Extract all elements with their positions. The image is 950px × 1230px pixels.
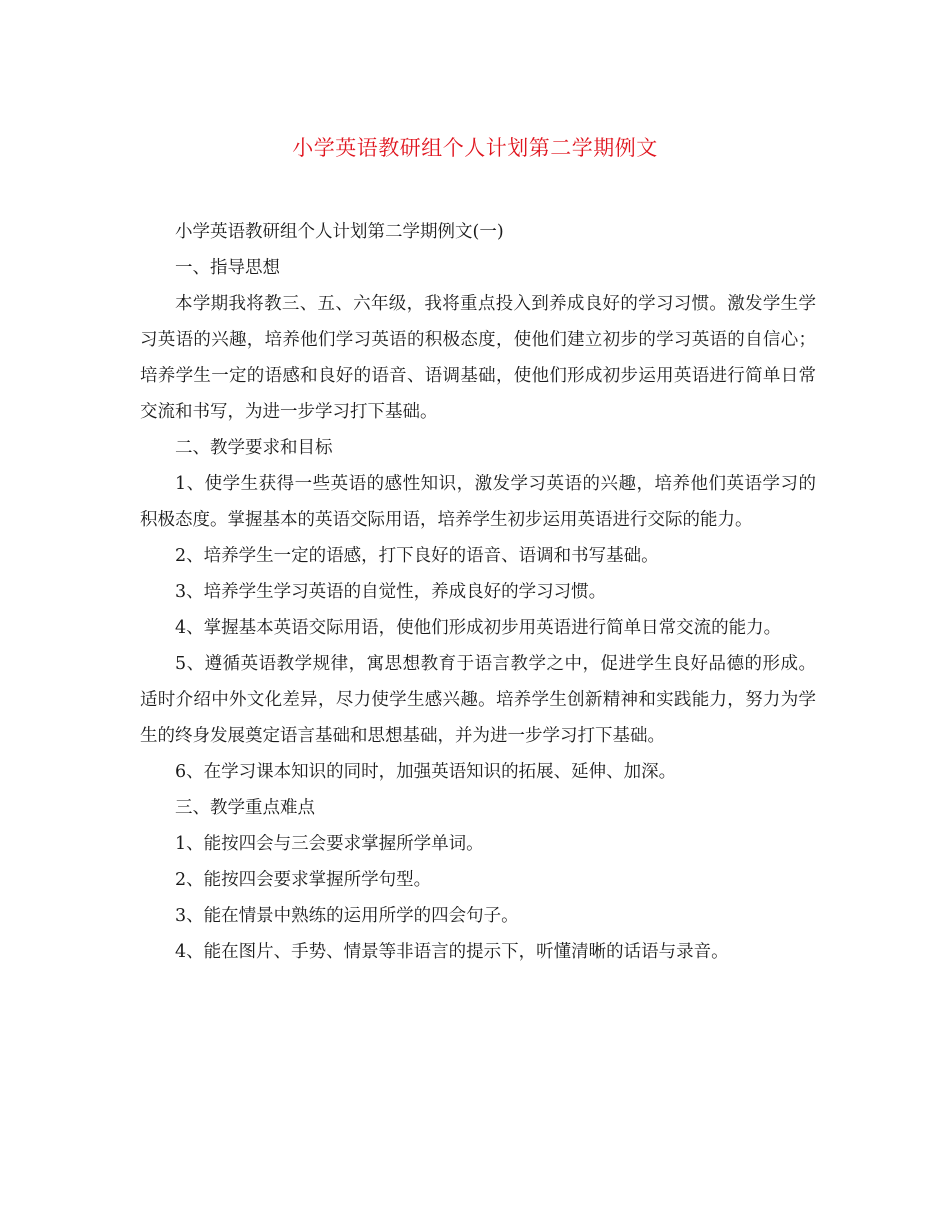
heading-guiding-ideology: 一、指导思想 xyxy=(175,258,280,278)
paragraph-goal-1: 1、使学生获得一些英语的感性知识，激发学习英语的兴趣，培养他们英语学习的积极态度。掌握基本的英语交际用语，培养学生初步运用英语进行交际的能力。 xyxy=(140,474,816,530)
paragraph-subtitle: 小学英语教研组个人计划第二学期例文(一) xyxy=(175,222,504,242)
paragraph-goal-3: 3、培养学生学习英语的自觉性，养成良好的学习习惯。 xyxy=(175,582,607,602)
heading-teaching-goals: 二、教学要求和目标 xyxy=(175,438,333,458)
document-title: 小学英语教研组个人计划第二学期例文 xyxy=(292,136,658,160)
paragraph-goal-4: 4、掌握基本英语交际用语，使他们形成初步用英语进行简单日常交流的能力。 xyxy=(175,618,782,638)
paragraph-key-point-3: 3、能在情景中熟练的运用所学的四会句子。 xyxy=(175,906,519,926)
paragraph-goal-6: 6、在学习课本知识的同时，加强英语知识的拓展、延伸、加深。 xyxy=(175,762,677,782)
paragraph-goal-2: 2、培养学生一定的语感，打下良好的语音、语调和书写基础。 xyxy=(175,546,659,566)
paragraph-goal-5: 5、遵循英语教学规律，寓思想教育于语言教学之中，促进学生良好品德的形成。适时介绍中外文化差异，尽力使学生感兴趣。培养学生创新精神和实践能力，努力为学生的终身发展奠定语言基础和思想基础，并为进一步学习打下基础。 xyxy=(140,654,816,746)
paragraph-key-point-4: 4、能在图片、手势、情景等非语言的提示下，听懂清晰的话语与录音。 xyxy=(175,942,729,962)
document-body xyxy=(140,214,816,970)
paragraph-key-point-2: 2、能按四会要求掌握所学句型。 xyxy=(175,870,432,890)
paragraph-guiding-ideology: 本学期我将教三、五、六年级，我将重点投入到养成良好的学习习惯。激发学生学习英语的兴趣，培养他们学习英语的积极态度，使他们建立初步的学习英语的自信心；培养学生一定的语感和良好的语音、语调基础，使他们形成初步运用英语进行简单日常交流和书写，为进一步学习打下基础。 xyxy=(140,294,816,422)
heading-key-points: 三、教学重点难点 xyxy=(175,798,315,818)
paragraph-key-point-1: 1、能按四会与三会要求掌握所学单词。 xyxy=(175,834,484,854)
